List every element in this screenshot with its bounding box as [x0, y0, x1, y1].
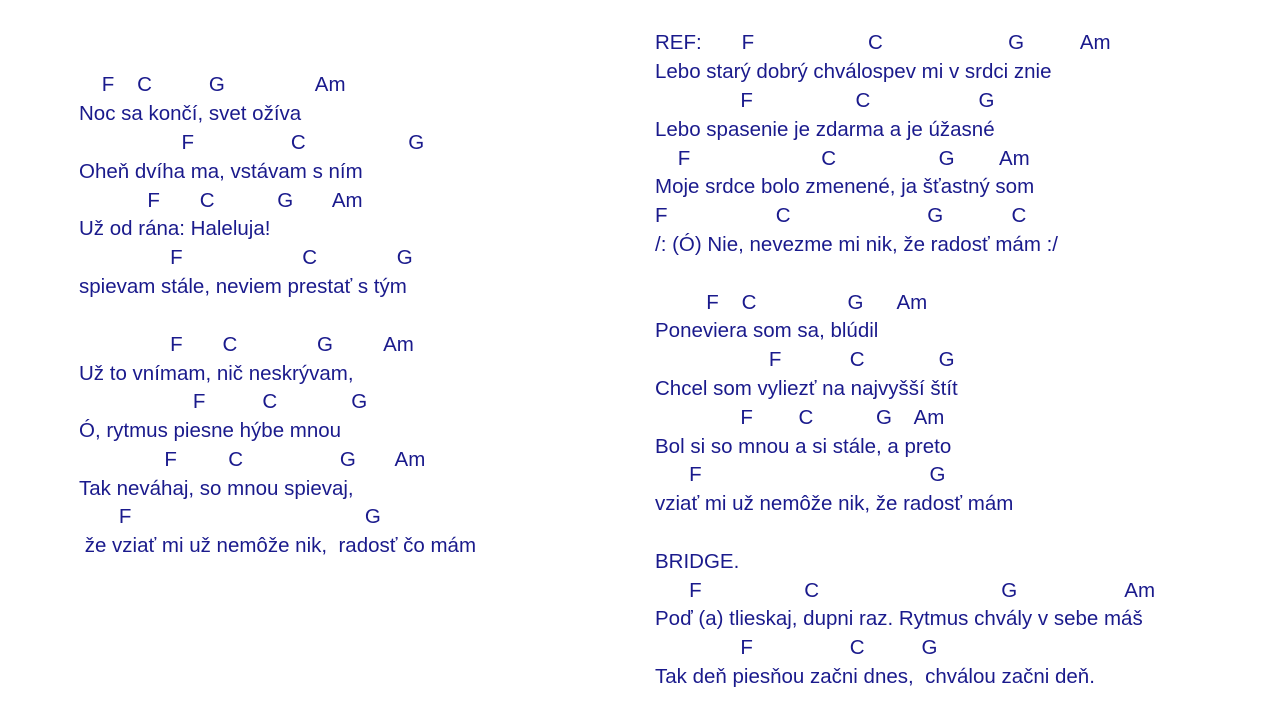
chord-line: F C G Am — [655, 579, 1156, 602]
lyric-line: že vziať mi už nemôže nik, radosť čo mám — [79, 534, 477, 557]
lyric-line: Poneviera som sa, blúdil — [655, 319, 879, 342]
lyric-line: Už od rána: Haleluja! — [79, 217, 271, 240]
chord-line: F C G Am — [655, 147, 1030, 170]
chord-line: F C G Am — [655, 291, 928, 314]
chorus-chord-line: REF: F C G Am — [655, 31, 1111, 54]
chord-line: F G — [655, 463, 946, 486]
chord-line: F C G C — [655, 204, 1027, 227]
lyric-line: Tak deň piesňou začni dnes, chválou začni deň. — [655, 665, 1095, 688]
lyric-line: Ó, rytmus piesne hýbe mnou — [79, 419, 342, 442]
lyric-line: Tak neváhaj, so mnou spievaj, — [79, 477, 354, 500]
chord-line: F C G — [79, 246, 413, 269]
chord-line: F C G — [655, 636, 938, 659]
lyric-line: Oheň dvíha ma, vstávam s ním — [79, 160, 363, 183]
chord-line: F C G Am — [79, 333, 414, 356]
lyric-line: spievam stále, neviem prestať s tým — [79, 275, 407, 298]
chord-line: F C G Am — [79, 73, 346, 96]
chord-line: F C G Am — [79, 189, 363, 212]
lyric-line: Už to vnímam, nič neskrývam, — [79, 362, 354, 385]
chord-line: F C G — [79, 390, 368, 413]
lyric-line: Lebo starý dobrý chválospev mi v srdci znie — [655, 60, 1052, 83]
chord-line: F G — [79, 505, 381, 528]
lyric-line: Poď (a) tlieskaj, dupni raz. Rytmus chvály v sebe máš — [655, 607, 1143, 630]
lyric-line: Bol si so mnou a si stále, a preto — [655, 435, 952, 458]
lyric-line: vziať mi už nemôže nik, že radosť mám — [655, 492, 1014, 515]
chord-line: F C G Am — [79, 448, 426, 471]
chord-line: F C G — [655, 89, 995, 112]
lyric-line: Moje srdce bolo zmenené, ja šťastný som — [655, 175, 1035, 198]
lyric-line: Lebo spasenie je zdarma a je úžasné — [655, 118, 995, 141]
lyric-line: Chcel som vyliezť na najvyšší štít — [655, 377, 958, 400]
chord-line: F C G — [79, 131, 425, 154]
lyric-line: Noc sa končí, svet ožíva — [79, 102, 302, 125]
lyric-line: /: (Ó) Nie, nevezme mi nik, že radosť mám :/ — [655, 233, 1058, 256]
section-label-bridge: BRIDGE. — [655, 550, 740, 573]
chord-line: F C G Am — [655, 406, 945, 429]
chord-line: F C G — [655, 348, 955, 371]
